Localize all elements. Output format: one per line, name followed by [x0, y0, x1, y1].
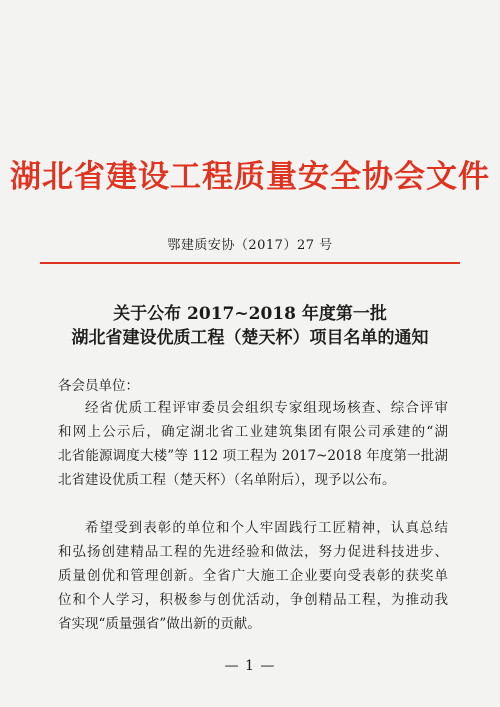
paragraph-line: 经省优质工程评审委员会组织专家组现场核查、综合评审	[85, 400, 448, 416]
paragraph-line: 和网上公示后，确定湖北省工业建筑集团有限公司承建的“湖	[58, 424, 448, 440]
body-paragraph-2	[58, 516, 448, 636]
body-paragraph-1	[58, 396, 448, 492]
paragraph-line: 省实现“质量强省”做出新的贡献。	[58, 616, 261, 632]
paragraph-line: 希望受到表彰的单位和个人牢固践行工匠精神，认真总结	[85, 520, 448, 536]
page-number: — 1 —	[224, 658, 276, 674]
notice-title-line-1: 关于公布 2017~2018 年度第一批	[113, 304, 387, 324]
paragraph-line: 位和个人学习，积极参与创优活动，争创精品工程，为推动我	[58, 592, 448, 608]
paragraph-line: 和弘扬创建精品工程的先进经验和做法，努力促进科技进步、	[58, 544, 448, 560]
paragraph-line: 北省能源调度大楼”等 112 项工程为 2017~2018 年度第一批湖	[58, 448, 448, 464]
paragraph-line: 质量创优和管理创新。全省广大施工企业要向受表彰的获奖单	[58, 568, 448, 584]
salutation: 各会员单位：	[58, 378, 139, 394]
issuer-header-title: 湖北省建设工程质量安全协会文件	[10, 159, 490, 195]
red-divider-rule	[40, 262, 460, 264]
notice-title-line-2: 湖北省建设优质工程（楚天杯）项目名单的通知	[71, 328, 429, 348]
paragraph-line: 北省建设优质工程（楚天杯）（名单附后），现予以公布。	[58, 472, 396, 488]
document-number: 鄂建质安协（2017）27 号	[167, 238, 333, 253]
